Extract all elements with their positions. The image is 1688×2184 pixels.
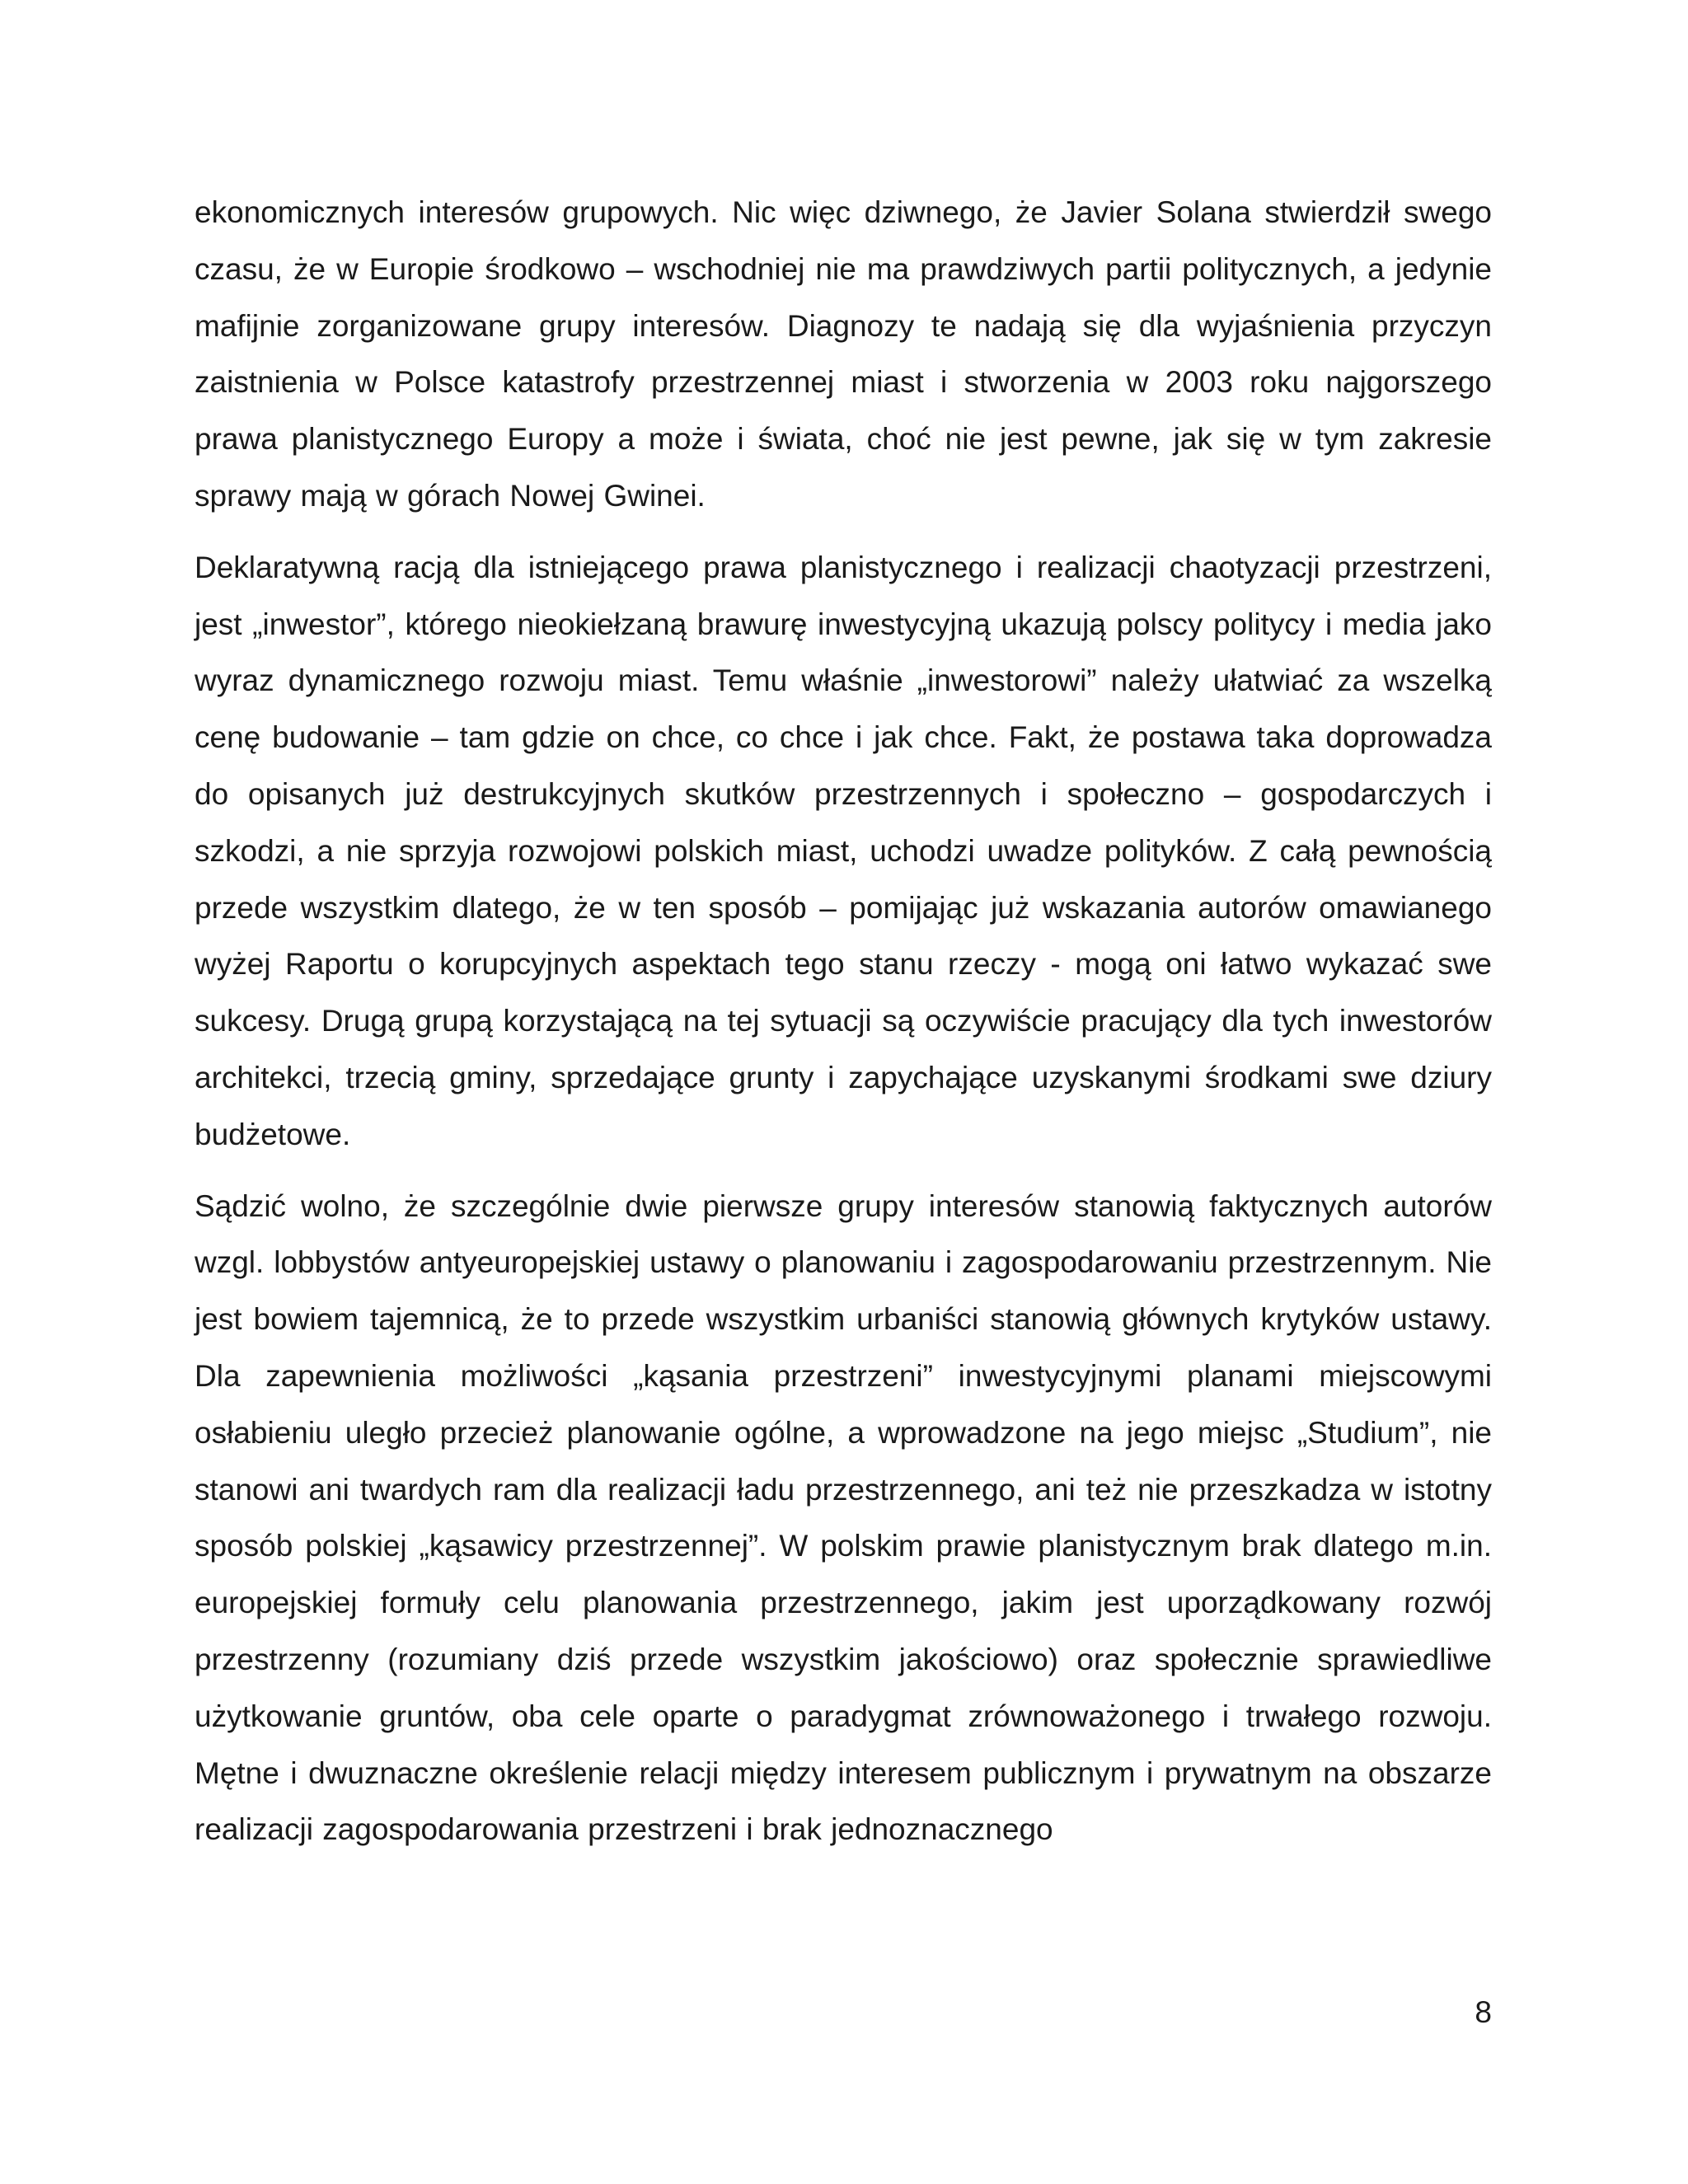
paragraph-3: Sądzić wolno, że szczególnie dwie pierwsze grupy interesów stanowią faktycznych autorów wzgl. lobbystów antyeuropejskiej ustawy o planowaniu i zagospodarowaniu przestrzennym. Nie jest bowiem tajemnicą, że to przede wszystkim urbaniści stanowią głównych krytyków ustawy. Dla zapewnienia możliwości „kąsania przestrzeni” inwestycyjnymi planami miejscowymi osłabieniu uległo przecież planowanie ogólne, a wprowadzone na jego miejsc „Studium”, nie stanowi ani twardych ram dla realizacji ładu przestrzennego, ani też nie przeszkadza w istotny sposób polskiej „kąsawicy przestrzennej”. W polskim prawie planistycznym brak dlatego m.in. europejskiej formuły celu planowania przestrzennego, jakim jest uporządkowany rozwój przestrzenny (rozumiany dziś przede wszystkim jakościowo) oraz społecznie sprawiedliwe użytkowanie gruntów, oba cele oparte o paradygmat zrównoważonego i trwałego rozwoju. Mętne i dwuznaczne określenie relacji między interesem publicznym i prywatnym na obszarze realizacji zagospodarowania przestrzeni i brak jednoznacznego <box>195 1188 1492 1847</box>
paragraph-1: ekonomicznych interesów grupowych. Nic więc dziwnego, że Javier Solana stwierdził swego czasu, że w Europie środkowo – wschodniej nie ma prawdziwych partii politycznych, a jedynie mafijnie zorganizowane grupy interesów. Diagnozy te nadają się dla wyjaśnienia przyczyn zaistnienia w Polsce katastrofy przestrzennej miast i stworzenia w 2003 roku najgorszego prawa planistycznego Europy a może i świata, choć nie jest pewne, jak się w tym zakresie sprawy mają w górach Nowej Gwinei. <box>195 195 1492 513</box>
paragraph-2: Deklaratywną racją dla istniejącego prawa planistycznego i realizacji chaotyzacji przestrzeni, jest „inwestor”, którego nieokiełzaną brawurę inwestycyjną ukazują polscy politycy i media jako wyraz dynamicznego rozwoju miast. Temu właśnie „inwestorowi” należy ułatwiać za wszelką cenę budowanie – tam gdzie on chce, co chce i jak chce. Fakt, że postawa taka doprowadza do opisanych już destrukcyjnych skutków przestrzennych i społeczno – gospodarczych i szkodzi, a nie sprzyja rozwojowi polskich miast, uchodzi uwadze polityków. Z całą pewnością przede wszystkim dlatego, że w ten sposób – pomijając już wskazania autorów omawianego wyżej Raportu o korupcyjnych aspektach tego stanu rzeczy - mogą oni łatwo wykazać swe sukcesy. Drugą grupą korzystającą na tej sytuacji są oczywiście pracujący dla tych inwestorów architekci, trzecią gminy, sprzedające grunty i zapychające uzyskanymi środkami swe dziury budżetowe. <box>195 550 1492 1151</box>
body-text <box>195 185 1492 1858</box>
page-number: 8 <box>1475 1995 1492 2029</box>
